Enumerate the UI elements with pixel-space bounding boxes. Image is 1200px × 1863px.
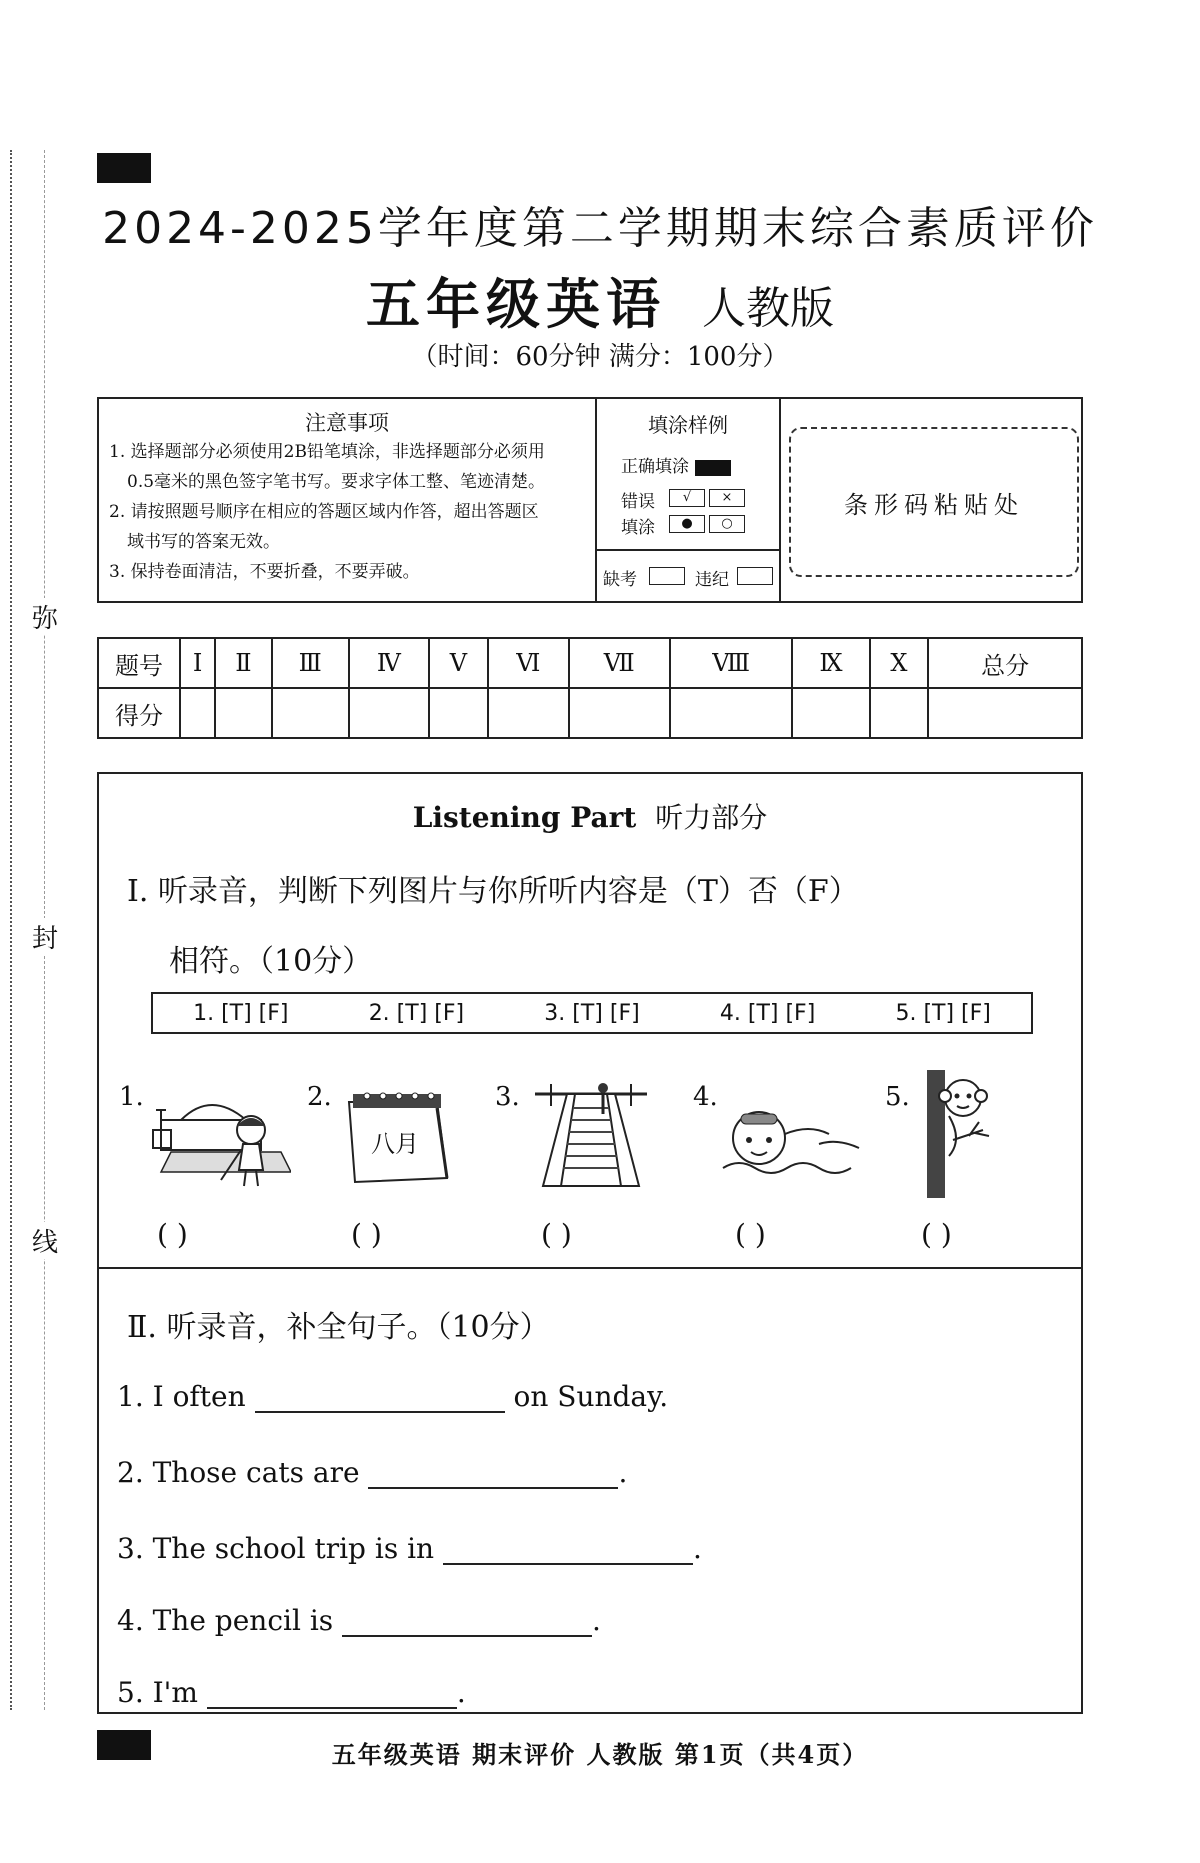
margin-char-mi: 弥 xyxy=(30,598,60,635)
score-col-9: Ⅸ xyxy=(792,638,869,688)
alignment-mark-top xyxy=(97,153,151,183)
listening-section xyxy=(97,772,1083,1714)
score-cell[interactable] xyxy=(180,688,215,738)
fill-sentence-3 xyxy=(117,1532,702,1565)
picture-number-5: 5. xyxy=(885,1082,910,1112)
answer-option-1[interactable]: 1. [T] [F] xyxy=(193,1000,289,1026)
score-col-1: I xyxy=(180,638,215,688)
monkey-on-tree-icon xyxy=(923,1070,1013,1198)
score-col-total: 总分 xyxy=(928,638,1082,688)
answer-paren-3[interactable]: ( ) xyxy=(541,1218,572,1251)
score-col-3: Ⅲ xyxy=(272,638,349,688)
sentence-1-start: 1. I often xyxy=(117,1380,246,1413)
answer-paren-4[interactable]: ( ) xyxy=(735,1218,766,1251)
score-cell[interactable] xyxy=(272,688,349,738)
section1-title-cont: 相符。（10分） xyxy=(169,944,373,979)
answer-option-3[interactable]: 3. [T] [F] xyxy=(544,1000,640,1026)
correct-fill-row xyxy=(621,452,779,477)
subject-title xyxy=(0,262,1200,339)
section1-title: Ⅰ. 听录音，判断下列图片与你所听内容是（T）否（F） xyxy=(127,874,859,909)
answer-option-5[interactable]: 5. [T] [F] xyxy=(895,1000,991,1026)
section-divider xyxy=(99,1267,1081,1269)
notice-heading: 注意事项 xyxy=(305,411,389,435)
calendar-month-text: 八月 xyxy=(371,1130,419,1158)
fill-sentence-5 xyxy=(117,1676,466,1709)
picture-number-1: 1. xyxy=(119,1082,144,1112)
blank-line-5[interactable] xyxy=(207,1683,457,1709)
section2-title: Ⅱ. 听录音，补全句子。（10分） xyxy=(127,1310,550,1345)
correct-fill-label: 正确填涂 xyxy=(621,457,689,477)
edition-name: 人教版 xyxy=(702,283,834,334)
sentence-3-start: 3. The school trip is in xyxy=(117,1532,435,1565)
answer-option-2[interactable]: 2. [T] [F] xyxy=(368,1000,465,1026)
score-col-7: Ⅶ xyxy=(569,638,670,688)
barcode-area: 条形码粘贴处 xyxy=(789,427,1079,577)
fill-sentence-1 xyxy=(117,1380,668,1413)
blank-line-1[interactable] xyxy=(255,1387,505,1413)
notice-item: 0.5毫米的黑色签字笔书写。要求字体工整、笔迹清楚。 xyxy=(127,472,546,492)
time-score-info: （时间：60分钟 满分：100分） xyxy=(411,342,789,372)
absent-label: 缺考 xyxy=(603,570,637,590)
question-number-label: 题号 xyxy=(98,638,180,688)
sentence-3-end: . xyxy=(692,1532,702,1565)
blank-line-2[interactable] xyxy=(368,1463,618,1489)
score-value-row xyxy=(98,688,1082,738)
sentence-5-end: . xyxy=(456,1676,466,1709)
boy-swimming-icon xyxy=(719,1094,869,1190)
notice-section xyxy=(99,399,597,601)
margin-char-feng: 封 xyxy=(30,918,60,955)
correct-fill-sample xyxy=(695,460,731,476)
notice-item: 1. 选择题部分必须使用2B铅笔填涂，非选择题部分必须用 xyxy=(109,442,545,462)
page-footer: 五年级英语 期末评价 人教版 第1页（共4页） xyxy=(331,1740,869,1769)
score-col-10: X xyxy=(870,638,929,688)
blank-line-4[interactable] xyxy=(342,1611,592,1637)
score-col-4: Ⅳ xyxy=(349,638,429,688)
answer-strip xyxy=(151,992,1033,1034)
wrong-label-2: 填涂 xyxy=(621,518,655,538)
listening-heading-cn: 听力部分 xyxy=(655,801,768,834)
notice-item: 2. 请按照题号顺序在相应的答题区域内作答，超出答题区 xyxy=(109,502,539,522)
wrong-label-1: 错误 xyxy=(621,492,655,512)
score-cell[interactable] xyxy=(349,688,429,738)
listening-heading-en: Listening Part xyxy=(412,801,637,834)
notice-box xyxy=(97,397,1083,603)
girl-sweeping-bedroom-icon xyxy=(151,1080,291,1190)
score-cell[interactable] xyxy=(792,688,869,738)
answer-paren-2[interactable]: ( ) xyxy=(351,1218,382,1251)
score-col-8: Ⅷ xyxy=(670,638,792,688)
fill-sample-section xyxy=(597,399,781,601)
wrong-dot-mark: ● xyxy=(669,515,705,533)
sentence-2-start: 2. Those cats are xyxy=(117,1456,360,1489)
violation-label: 违纪 xyxy=(695,570,729,590)
score-table xyxy=(97,637,1083,739)
score-col-2: Ⅱ xyxy=(215,638,271,688)
wrong-fill-row xyxy=(621,487,779,543)
sentence-1-end: on Sunday. xyxy=(513,1380,669,1413)
score-col-5: V xyxy=(429,638,488,688)
margin-char-xian: 线 xyxy=(30,1222,60,1259)
exam-title: 2024-2025学年度第二学期期末综合素质评价 xyxy=(102,203,1098,254)
answer-paren-5[interactable]: ( ) xyxy=(921,1218,952,1251)
answer-option-4[interactable]: 4. [T] [F] xyxy=(719,1000,816,1026)
absent-checkbox[interactable] xyxy=(649,567,685,585)
absent-violation-row xyxy=(597,549,779,601)
violation-checkbox[interactable] xyxy=(737,567,773,585)
notice-item: 3. 保持卷面清洁，不要折叠，不要弄破。 xyxy=(109,562,420,582)
score-col-6: Ⅵ xyxy=(488,638,568,688)
score-header-row xyxy=(98,638,1082,688)
score-cell[interactable] xyxy=(928,688,1082,738)
fill-sentence-2 xyxy=(117,1456,627,1489)
wrong-circle-mark: ○ xyxy=(709,515,745,533)
score-cell[interactable] xyxy=(870,688,929,738)
sentence-4-start: 4. The pencil is xyxy=(117,1604,334,1637)
score-cell[interactable] xyxy=(429,688,488,738)
score-cell[interactable] xyxy=(569,688,670,738)
wrong-cross-mark: × xyxy=(709,489,745,507)
picture-number-4: 4. xyxy=(693,1082,718,1112)
escalator-icon xyxy=(531,1074,651,1190)
notice-item: 域书写的答案无效。 xyxy=(127,532,280,552)
score-cell[interactable] xyxy=(215,688,271,738)
score-cell[interactable] xyxy=(670,688,792,738)
fill-sample-heading: 填涂样例 xyxy=(648,413,728,437)
picture-number-2: 2. xyxy=(307,1082,332,1112)
blank-line-3[interactable] xyxy=(443,1539,693,1565)
score-cell[interactable] xyxy=(488,688,568,738)
wrong-check-mark: √ xyxy=(669,489,705,507)
answer-paren-1[interactable]: ( ) xyxy=(157,1218,188,1251)
binding-dotted-line xyxy=(10,150,12,1710)
subject-name: 五年级英语 xyxy=(366,272,666,336)
fill-sentence-4 xyxy=(117,1604,601,1637)
picture-number-3: 3. xyxy=(495,1082,520,1112)
score-label: 得分 xyxy=(98,688,180,738)
sentence-4-end: . xyxy=(592,1604,601,1637)
sentence-2-end: . xyxy=(618,1456,628,1489)
sentence-5-start: 5. I'm xyxy=(117,1676,198,1709)
listening-heading xyxy=(99,796,1081,836)
